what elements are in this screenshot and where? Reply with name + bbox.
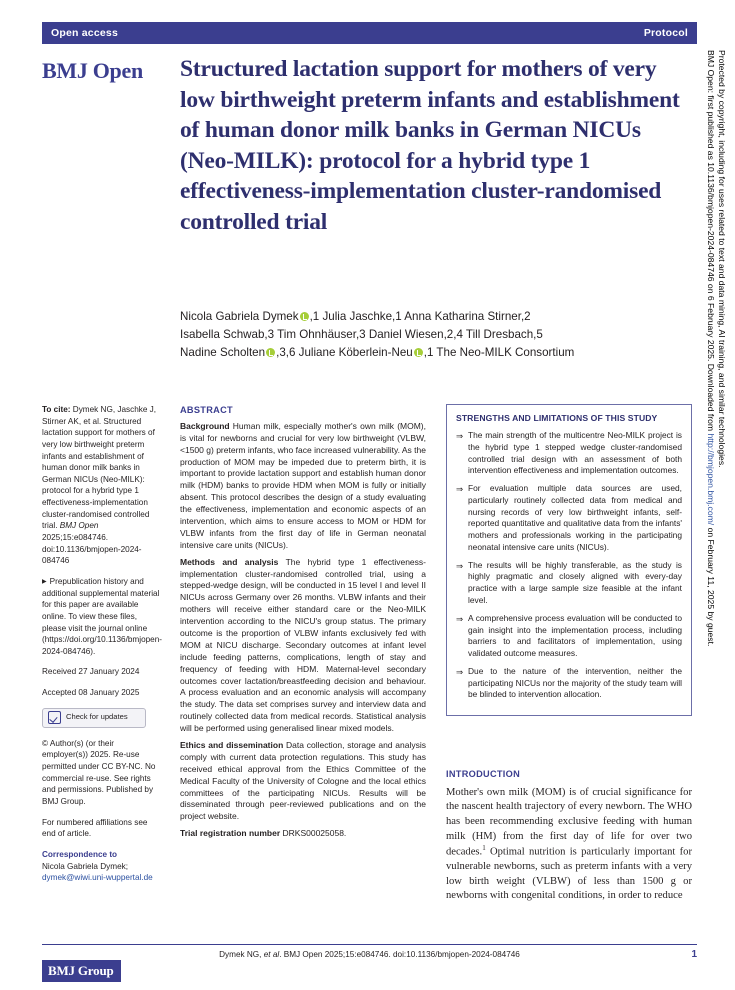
- to-cite-block: [42, 404, 160, 567]
- to-cite-journal: BMJ Open: [59, 521, 99, 531]
- orcid-icon[interactable]: [300, 312, 309, 321]
- open-access-banner: [42, 22, 697, 44]
- side-note-text-a: BMJ Open: first published as 10.1136/bmjopen-2024-084746 on 6 February 2025. Downloaded from: [706, 50, 716, 434]
- trial-registration-value: DRKS00025058.: [280, 828, 347, 839]
- check-for-updates-label: Check for updates: [66, 712, 128, 722]
- copyright-note: © Author(s) (or their employer(s)) 2025. Re-use permitted under CC BY-NC. No commercial re-use. See rights and permissions. Published by BMJ Group.: [42, 738, 156, 806]
- received-date: Received 27 January 2024: [42, 667, 140, 677]
- to-cite-text: Dymek NG, Jaschke J, Stirner AK, et al. Structured lactation support for mothers of very low birthweight preterm infants and establishment of human donor milk banks in German NICUs (Neo-MILK): protocol for a hybrid type 1 effectiveness-implementation cluster-randomised controlled trial.: [42, 405, 157, 531]
- abstract-ethics-label: Ethics and dissemination: [180, 740, 284, 751]
- footer-divider: [42, 944, 697, 945]
- side-note-text-b: on February 11, 2025 by guest.: [706, 525, 716, 647]
- introduction-section: [446, 768, 692, 904]
- abstract-background: [180, 421, 426, 552]
- author-list: [180, 308, 692, 362]
- prepublication-note: ▶ Prepublication history and additional supplemental material for this paper are available online. To view these files, please visit the journal online (https://doi.org/10.1136/bmjopen-2024-084746).: [42, 576, 160, 657]
- side-note-link[interactable]: http://bmjopen.bmj.com/: [706, 433, 716, 526]
- abstract-section: [180, 404, 426, 845]
- reference-superscript[interactable]: 1: [482, 844, 486, 853]
- margin-column: [42, 404, 163, 893]
- strengths-limitations-box: [446, 404, 692, 716]
- introduction-heading: INTRODUCTION: [446, 769, 521, 779]
- abstract-background-text: Human milk, especially mother's own milk (MOM), is vital for newborns and crucial for very low birthweight (VLBW, <1500 g) preterm infants, who face increased vulnerability. As the production of MOM may be impeded due to preterm birth, it is important to provide lactation support and establish human donor milk (HDM) banks to provide HDM when MOM is fully or initially absent. This protocol describes the design of a study evaluating the effectiveness, implementation and economic aspects of an intervention, which aims to ensure access to MOM or HDM for VLBW infants from the first day of life in German neonatal intensive care units (NICUs).: [180, 420, 426, 550]
- abstract-ethics: [180, 740, 426, 823]
- to-cite-tail: 2025;15:e084746. doi:10.1136/bmjopen-2024-084746: [42, 533, 142, 566]
- journal-logo: BMJ Open: [42, 58, 143, 83]
- author-name-nadine: Nadine Scholten: [180, 345, 266, 359]
- abstract-ethics-text: Data collection, storage and analysis comply with current data protection regulations. This study has received ethical approval from the Ethics Committee of the Medical Faculty of the University of Cologne and the local ethics committees of the participating NICUs. Results will be disseminated through peer-reviewed publications and on the project website.: [180, 740, 426, 822]
- to-cite-label: To cite:: [42, 405, 71, 414]
- strengths-list: [456, 430, 682, 701]
- abstract-background-label: Background: [180, 420, 230, 431]
- footer-citation-etal: et al: [263, 950, 280, 959]
- side-copyright-note: [704, 50, 729, 930]
- orcid-icon[interactable]: [266, 348, 275, 357]
- crossmark-icon: [48, 711, 61, 724]
- list-item: ⇒ A comprehensive process evaluation will be conducted to gain insight into the implementation process, including barriers to and facilitators of implementation, using validated outcome measures.: [456, 613, 682, 660]
- abstract-methods-label: Methods and analysis: [180, 556, 279, 567]
- side-note-line-1: [705, 50, 716, 930]
- correspondence-heading: Correspondence to: [42, 849, 118, 859]
- author-name-juliane: ,3,6 Juliane Köberlein-Neu: [276, 345, 413, 359]
- abstract-trial-registration: [180, 828, 426, 840]
- author-line-3-rest: ,1 The Neo-MILK Consortium: [423, 345, 575, 359]
- strengths-heading: STRENGTHS AND LIMITATIONS OF THIS STUDY: [456, 413, 658, 423]
- correspondence-name: Nicola Gabriela Dymek;: [42, 861, 128, 871]
- publisher-logo: BMJ Group: [42, 960, 121, 982]
- author-line-1-rest: ,1 Julia Jaschke,1 Anna Katharina Stirner,2: [309, 310, 531, 323]
- introduction-text: [446, 786, 692, 904]
- side-note-line-2: Protected by copyright, including for uses related to text and data mining, AI training, and similar technologies.: [717, 50, 727, 468]
- orcid-icon[interactable]: [414, 348, 423, 357]
- list-item: ⇒ Due to the nature of the intervention, neither the participating NICUs nor the majority of the study team will be blinded to intervention allocation.: [456, 666, 682, 701]
- open-access-label: Open access: [51, 27, 118, 39]
- trial-registration-label: Trial registration number: [180, 828, 281, 839]
- abstract-heading: ABSTRACT: [180, 405, 233, 415]
- page-title: Structured lactation support for mothers of very low birthweight preterm infants and establishment of human donor milk banks in German NICUs (Neo-MILK): protocol for a hybrid type 1 effectiveness-implementation cluster-randomised controlled trial: [180, 56, 680, 235]
- list-item: ⇒ The results will be highly transferable, as the study is highly pragmatic and closely aligned with every-day practice with a large sample size feasible at the infant level.: [456, 560, 682, 607]
- article-type-label: Protocol: [643, 27, 688, 39]
- check-for-updates-button[interactable]: [42, 708, 146, 728]
- author-line-2: Isabella Schwab,3 Tim Ohnhäuser,3 Daniel Wiesen,2,4 Till Dresbach,5: [180, 327, 543, 341]
- affiliations-note: For numbered affiliations see end of article.: [42, 817, 148, 839]
- footer-citation: [42, 950, 697, 959]
- page-number: 1: [691, 949, 697, 960]
- correspondence-block: [42, 849, 160, 884]
- introduction-text-part1: Mother's own milk (MOM) is of crucial significance for the nascent health trajectory of every newborn. The WHO has been recommending exclusive feeding with human milk (HM) from the first day of life for over two decades.: [446, 786, 692, 858]
- list-item: ⇒ The main strength of the multicentre Neo-MILK project is the hybrid type 1 stepped wedge cluster-randomised controlled trial design with an assessment of both intervention effectiveness and implementation outcomes.: [456, 430, 682, 477]
- correspondence-email-link[interactable]: dymek@wiwi.uni-wuppertal.de: [42, 873, 153, 883]
- abstract-methods-text: The hybrid type 1 effectiveness-implementation cluster-randomised controlled trial, using a stepped-wedge design, will be conducted in 15 level I and level II NICUs across Germany over 26 months. VLBW infants and their mothers will receive either standard care or the Neo-MILK intervention according to the NICU's group status. The primary outcome is the proportion of VLBW infants exclusively fed with MOM at NICU discharge. Secondary outcomes at infant level include feeding patterns, complications, length of stay and frequency of feeding with HDM. Maternal-level secondary outcomes cover lactation/breastfeeding decision and behaviour. A process evaluation and an economic analysis will accompany the study. The data set comprises survey and interview data and routinely collected data from medical records. Statistical analysis will be performed using generalised linear mixed models.: [180, 556, 426, 734]
- footer-citation-a: Dymek NG,: [219, 950, 264, 959]
- accepted-date: Accepted 08 January 2025: [42, 688, 140, 698]
- footer-citation-c: . BMJ Open 2025;15:e084746. doi:10.1136/bmjopen-2024-084746: [279, 950, 520, 959]
- introduction-text-part2: Optimal nutrition is particularly important for vulnerable newborns, such as preterm infants with a very low birth weight (VLBW) of less than 1500 g or newborns with congenital conditions, in order to reduce: [446, 846, 692, 902]
- list-item: ⇒ For evaluation multiple data sources are used, particularly routinely collected data from medical and nursing records of very low birthweight infants, self-reported quantitative and qualitative data from the infants' mothers and professionals working in the participating neonatal intensive care units (NICUs).: [456, 483, 682, 554]
- abstract-methods: [180, 557, 426, 735]
- author-name-1: Nicola Gabriela Dymek: [180, 310, 299, 323]
